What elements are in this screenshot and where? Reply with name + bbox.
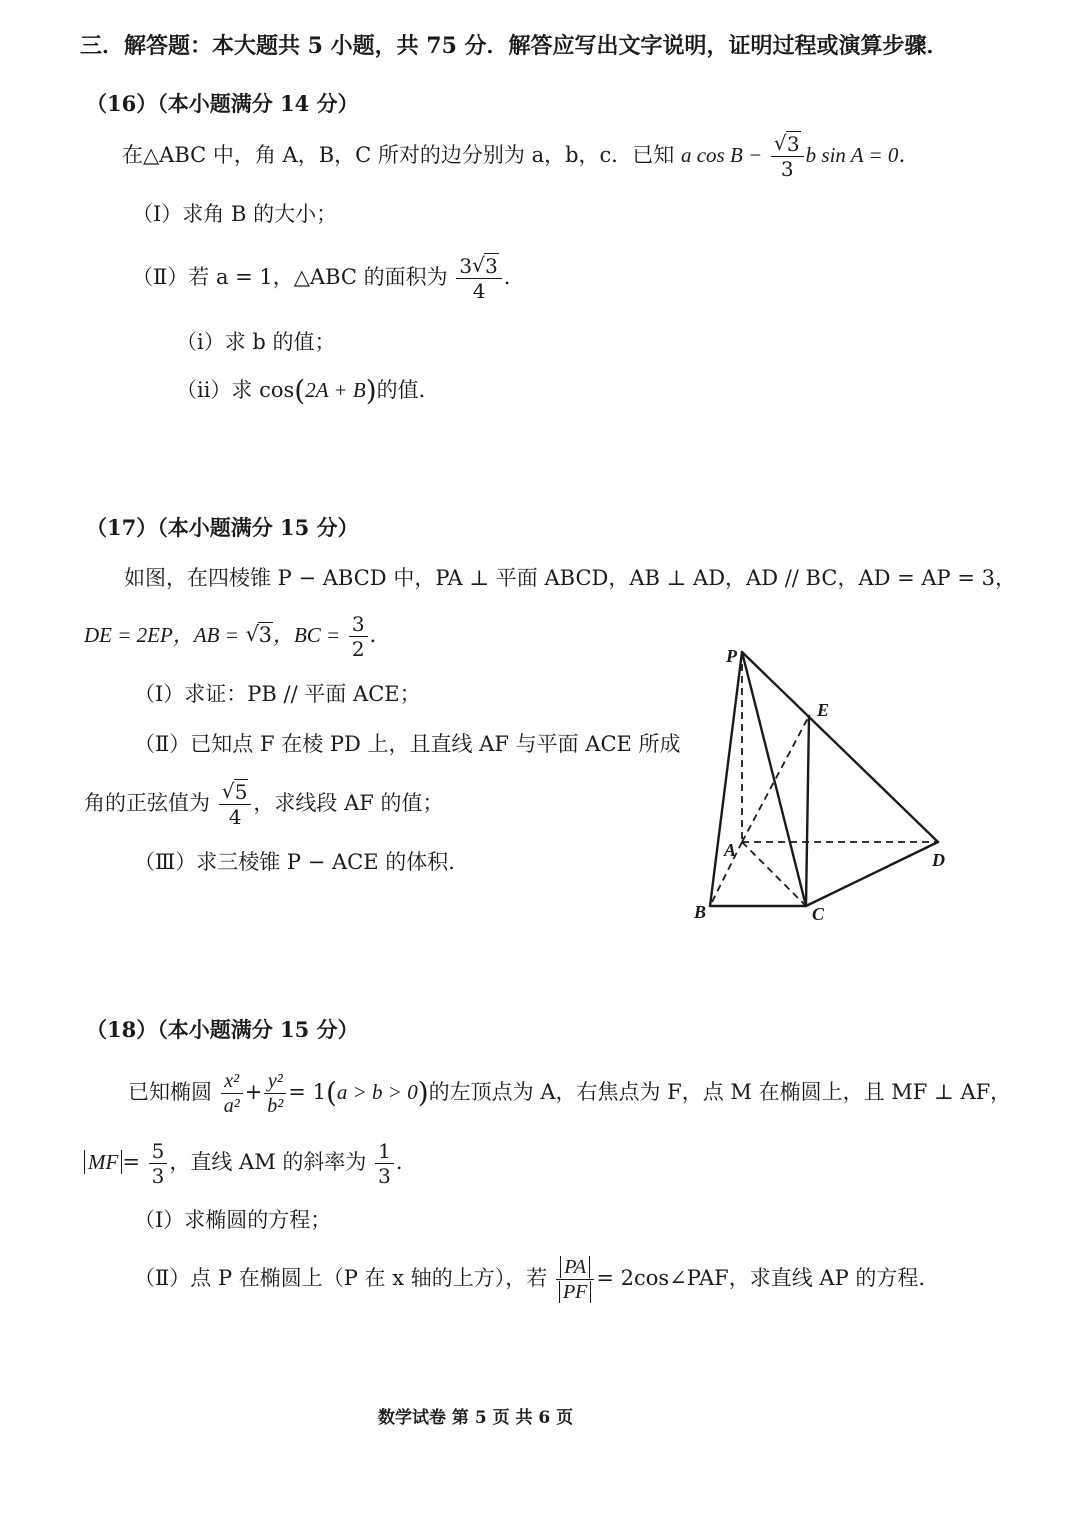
label-B: B bbox=[694, 902, 707, 922]
q18-part2-den: PF bbox=[559, 1281, 591, 1303]
q17-heading: （17）（本小题满分 15 分） bbox=[86, 515, 359, 540]
q17-stem-frac-num: 3 bbox=[349, 614, 368, 637]
q16-sub-i: （ⅰ）求 b 的值； bbox=[176, 330, 336, 354]
q17-stem-fraction bbox=[349, 614, 368, 659]
q16-part2-end: ． bbox=[503, 265, 525, 289]
edge-PB bbox=[710, 652, 742, 906]
q18-frac1 bbox=[149, 1141, 168, 1186]
q16-stem-frac-num: 3 bbox=[786, 132, 800, 156]
q18-x-den: a² bbox=[223, 1095, 240, 1117]
edge-PD bbox=[742, 652, 938, 842]
q18-part2-fraction bbox=[556, 1257, 594, 1302]
edge-AE bbox=[742, 716, 809, 842]
q17-stem-line2-end: ． bbox=[369, 623, 391, 647]
q18-stem-end: 的左顶点为 A，右焦点为 F，点 M 在椭圆上，且 MF ⊥ AF， bbox=[428, 1080, 1012, 1104]
q18-y-num: y² bbox=[264, 1071, 286, 1094]
q17-part2-line2 bbox=[84, 782, 444, 827]
q17-part2-fraction bbox=[219, 782, 252, 827]
q18-y-fraction bbox=[264, 1071, 286, 1116]
q18-x-fraction bbox=[221, 1071, 243, 1116]
section-header: 三．解答题：本大题共 5 小题，共 75 分．解答应写出文字说明，证明过程或演算步骤． bbox=[80, 33, 949, 59]
q17-part2-line1: （Ⅱ）已知点 F 在棱 PD 上，且直线 AF 与平面 ACE 所成 bbox=[134, 732, 681, 756]
q18-frac2 bbox=[375, 1141, 394, 1186]
q17-part2-frac-den: 4 bbox=[228, 805, 242, 829]
q18-eq: = 1 bbox=[288, 1080, 326, 1104]
q16-sub-ii: （ⅱ）求 cos(2A + B)的值． bbox=[176, 374, 440, 407]
edge-CE bbox=[806, 716, 809, 906]
label-C: C bbox=[812, 904, 825, 924]
q18-frac2-num: 1 bbox=[375, 1141, 394, 1164]
q17-part3: （Ⅲ）求三棱锥 P − ACE 的体积． bbox=[134, 850, 470, 874]
q16-stem-fraction bbox=[771, 134, 804, 179]
q18-part1: （Ⅰ）求椭圆的方程； bbox=[134, 1208, 332, 1232]
q16-stem-frac-den: 3 bbox=[780, 157, 794, 181]
q18-line2 bbox=[84, 1140, 417, 1186]
label-P: P bbox=[726, 646, 737, 666]
q17-part2-line2-end: ，求线段 AF 的值； bbox=[253, 791, 444, 815]
pyramid-figure bbox=[680, 636, 980, 936]
q18-line2-end: ． bbox=[395, 1150, 417, 1174]
label-A: A bbox=[724, 840, 737, 860]
page-footer: 数学试卷 第 5 页 共 6 页 bbox=[378, 1408, 574, 1428]
q17-stem-line2-rad: 3 bbox=[258, 623, 272, 647]
q18-part2-end: = 2cos∠PAF，求直线 AP 的方程． bbox=[596, 1266, 940, 1290]
q17-part1: （Ⅰ）求证：PB // 平面 ACE； bbox=[134, 682, 421, 706]
q16-part2-frac-den: 4 bbox=[472, 279, 486, 303]
q17-part2-line2-text: 角的正弦值为 bbox=[84, 791, 210, 815]
q18-part2-text: （Ⅱ）点 P 在椭圆上（P 在 x 轴的上方），若 bbox=[134, 1266, 548, 1290]
q18-part2 bbox=[134, 1256, 939, 1302]
label-D: D bbox=[932, 850, 945, 870]
q16-part2 bbox=[132, 256, 525, 301]
q17-part2-frac-num: 5 bbox=[234, 780, 248, 804]
label-E: E bbox=[817, 700, 830, 720]
q16-sub-ii-arg: 2A + B bbox=[305, 378, 366, 402]
q18-abs-mf: MF bbox=[84, 1150, 122, 1174]
q18-stem-text: 已知椭圆 bbox=[128, 1080, 212, 1104]
edge-CD bbox=[806, 842, 938, 906]
q18-heading: （18）（本小题满分 15 分） bbox=[86, 1017, 359, 1042]
q18-line2-mid: ，直线 AM 的斜率为 bbox=[169, 1150, 367, 1174]
q16-part2-frac-rad: 3 bbox=[485, 254, 498, 278]
q18-part2-num: PA bbox=[560, 1256, 590, 1278]
q17-stem-line2-text: DE = 2EP，AB = bbox=[84, 623, 239, 647]
q16-part2-frac-coef: 3 bbox=[459, 254, 473, 278]
edge-AC bbox=[742, 842, 806, 906]
q18-stem: 已知椭圆 $\frac{\text{x²}}{\text{a²}}$ + $\frac{\text{y²}}{\text{b²}}$ = 1(a > b > 0)的左顶点为 A，右焦点为 F，点 M 在椭圆上，且 MF ⊥ AF， bbox=[128, 1070, 1012, 1117]
q16-stem-text: 在△ABC 中，角 A，B，C 所对的边分别为 a，b，c．已知 bbox=[122, 143, 681, 167]
edge-PC bbox=[742, 652, 806, 906]
q16-part1: （Ⅰ）求角 B 的大小； bbox=[132, 202, 338, 226]
q18-frac1-den: 3 bbox=[151, 1164, 165, 1188]
q17-stem-frac-den: 2 bbox=[351, 637, 365, 661]
q16-stem bbox=[122, 134, 919, 179]
q17-stem-line1: 如图，在四棱锥 P − ABCD 中，PA ⊥ 平面 ABCD，AB ⊥ AD，AD // BC，AD = AP = 3， bbox=[124, 566, 1016, 590]
q18-cond: a > b > 0 bbox=[336, 1080, 418, 1104]
q16-heading: （16）（本小题满分 14 分） bbox=[86, 91, 359, 116]
q17-stem-line2-mid: ，BC = bbox=[272, 623, 341, 647]
q16-sub-ii-text: （ⅱ）求 cos bbox=[176, 378, 295, 402]
q16-part2-text: （Ⅱ）若 a = 1，△ABC 的面积为 bbox=[132, 265, 448, 289]
q18-plus: + bbox=[244, 1080, 263, 1104]
q17-stem-line2 bbox=[84, 614, 391, 659]
q18-y-den: b² bbox=[267, 1095, 284, 1117]
q18-frac2-den: 3 bbox=[378, 1164, 391, 1188]
q16-stem-math-b: b sin A = 0． bbox=[805, 143, 920, 167]
q18-frac1-num: 5 bbox=[149, 1141, 168, 1164]
q18-x-num: x² bbox=[221, 1071, 243, 1094]
q16-stem-math-a: a cos B − bbox=[680, 143, 763, 167]
q18-line2-eq: = bbox=[122, 1150, 140, 1174]
q16-part2-fraction bbox=[456, 256, 501, 301]
q16-sub-ii-end: 的值． bbox=[376, 378, 440, 402]
